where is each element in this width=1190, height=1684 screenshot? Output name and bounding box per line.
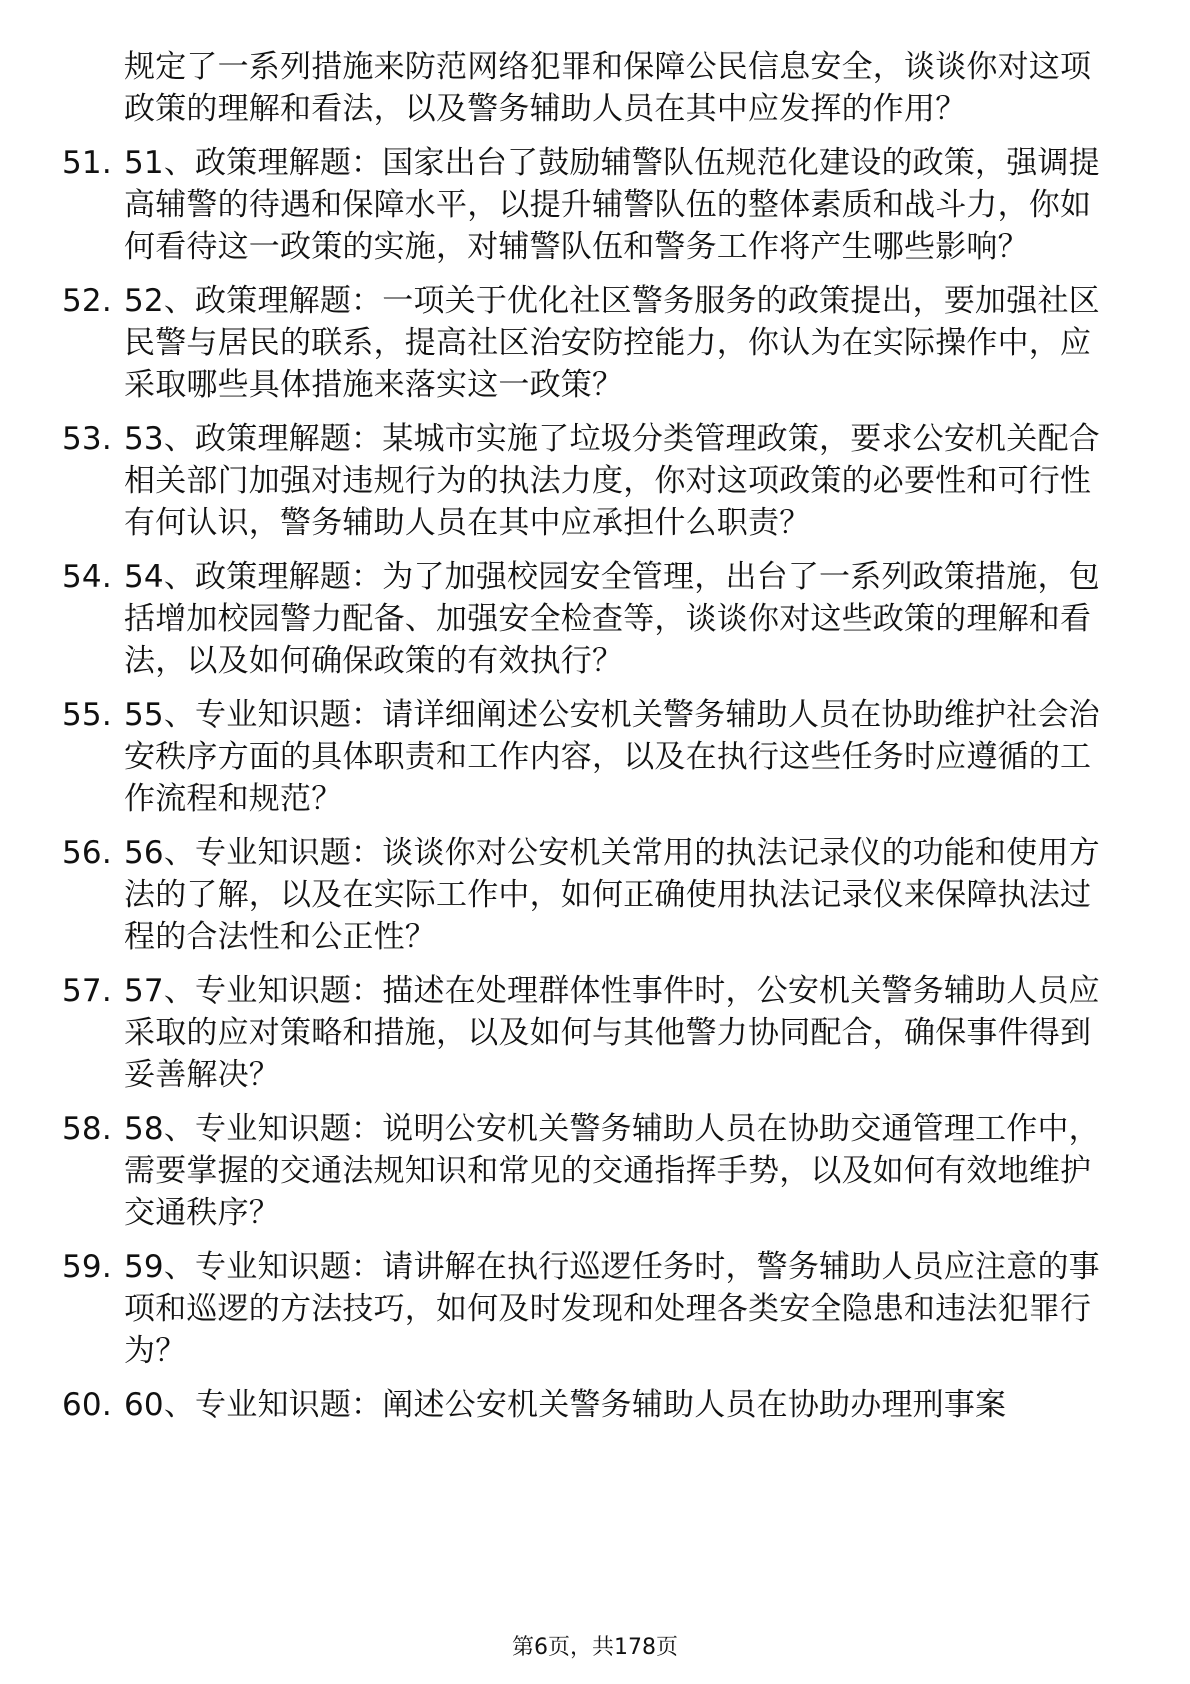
item-number: 58. (62, 1111, 112, 1147)
continued-question-text: 规定了一系列措施来防范网络犯罪和保障公民信息安全，谈谈你对这项政策的理解和看法，以及警务辅助人员在其中应发挥的作用？ (124, 49, 1092, 127)
item-number: 59. (62, 1249, 112, 1285)
item-text: 57、专业知识题：描述在处理群体性事件时，公安机关警务辅助人员应采取的应对策略和措施，以及如何与其他警力协同配合，确保事件得到妥善解决？ (124, 973, 1100, 1093)
list-item (62, 556, 1112, 682)
item-number: 56. (62, 835, 112, 871)
list-item (62, 694, 1112, 820)
list-item (62, 142, 1112, 268)
item-text: 54、政策理解题：为了加强校园安全管理，出台了一系列政策措施，包括增加校园警力配备、加强安全检查等，谈谈你对这些政策的理解和看法，以及如何确保政策的有效执行？ (124, 559, 1100, 679)
item-number: 52. (62, 283, 112, 319)
list-item (62, 832, 1112, 958)
list-item (62, 1108, 1112, 1234)
list-item (62, 418, 1112, 544)
item-number: 51. (62, 145, 112, 181)
list-item (62, 1384, 1112, 1426)
item-text: 59、专业知识题：请讲解在执行巡逻任务时，警务辅助人员应注意的事项和巡逻的方法技巧，如何及时发现和处理各类安全隐患和违法犯罪行为？ (124, 1249, 1100, 1369)
item-text: 55、专业知识题：请详细阐述公安机关警务辅助人员在协助维护社会治安秩序方面的具体职责和工作内容，以及在执行这些任务时应遵循的工作流程和规范？ (124, 697, 1100, 817)
item-number: 57. (62, 973, 112, 1009)
item-text: 60、专业知识题：阐述公安机关警务辅助人员在协助办理刑事案 (124, 1387, 1007, 1423)
list-item (62, 1246, 1112, 1372)
item-number: 55. (62, 697, 112, 733)
item-text: 56、专业知识题：谈谈你对公安机关常用的执法记录仪的功能和使用方法的了解，以及在实际工作中，如何正确使用执法记录仪来保障执法过程的合法性和公正性？ (124, 835, 1100, 955)
item-text: 58、专业知识题：说明公安机关警务辅助人员在协助交通管理工作中，需要掌握的交通法规知识和常见的交通指挥手势，以及如何有效地维护交通秩序？ (124, 1111, 1100, 1231)
item-number: 54. (62, 559, 112, 595)
item-text: 51、政策理解题：国家出台了鼓励辅警队伍规范化建设的政策，强调提高辅警的待遇和保障水平，以提升辅警队伍的整体素质和战斗力，你如何看待这一政策的实施，对辅警队伍和警务工作将产生哪些影响？ (124, 145, 1100, 265)
item-number: 60. (62, 1387, 112, 1423)
item-text: 53、政策理解题：某城市实施了垃圾分类管理政策，要求公安机关配合相关部门加强对违规行为的执法力度，你对这项政策的必要性和可行性有何认识，警务辅助人员在其中应承担什么职责？ (124, 421, 1100, 541)
item-text: 52、政策理解题：一项关于优化社区警务服务的政策提出，要加强社区民警与居民的联系，提高社区治安防控能力，你认为在实际操作中，应采取哪些具体措施来落实这一政策？ (124, 283, 1100, 403)
list-item (62, 280, 1112, 406)
page-footer: 第6页，共178页 (512, 1635, 678, 1660)
question-list (62, 142, 1112, 1426)
item-number: 53. (62, 421, 112, 457)
list-item (62, 970, 1112, 1096)
page-content (62, 46, 1112, 1438)
